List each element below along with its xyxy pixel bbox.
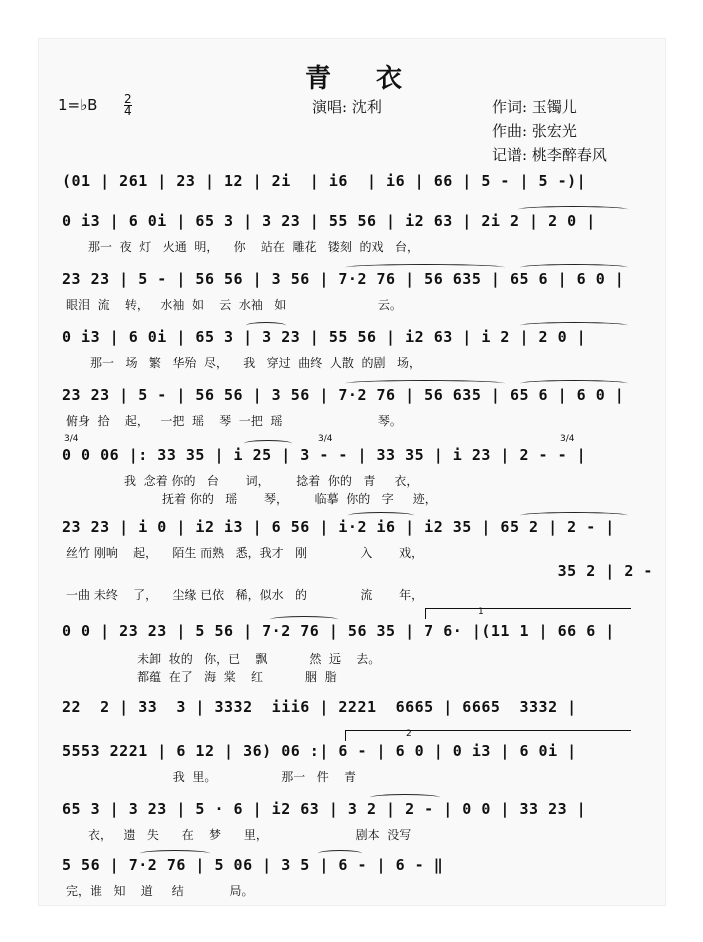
lyric-line: 完，谁 知 道 结 局。 — [66, 884, 254, 898]
transcriber-credit: 记谱: 桃李醉春风 — [492, 146, 607, 164]
score-row — [0, 856, 703, 882]
slur — [318, 850, 362, 857]
score-row — [0, 386, 703, 412]
notation-line: 5553 2221 | 6 12 | 36) 06 :| 6 - | 6 0 | 0 i3 | 6 0i | — [62, 742, 577, 760]
slur — [345, 264, 505, 271]
score-row — [0, 212, 703, 238]
lyric-line: 丝竹 刚响 起， 陌生 而熟 悉，我才 刚 入 戏， — [66, 546, 424, 560]
lyric-line: 那一 夜 灯 火通 明， 你 站在 雕花 镂刻 的戏 台， — [88, 240, 419, 254]
slur — [518, 206, 628, 213]
meter-change: 3/4 — [318, 434, 333, 444]
score-row — [0, 172, 703, 198]
lyric-line: 俯身 拾 起， 一把 瑶 琴 一把 瑶 琴。 — [66, 414, 402, 428]
song-title: 青 衣 — [305, 64, 421, 94]
score-row — [0, 800, 703, 826]
lyric-line: 我 念着 你的 台 词， 捻着 你的 青 衣， — [124, 474, 419, 488]
volta-number: 2 — [406, 729, 412, 739]
volta-bracket-1 — [425, 608, 631, 619]
slur — [246, 322, 286, 329]
slur — [370, 794, 440, 801]
score-row — [0, 270, 703, 296]
slur — [270, 616, 338, 623]
score-row — [0, 328, 703, 354]
slur — [244, 440, 292, 447]
volta-number: 1 — [478, 607, 484, 617]
notation-line: 35 2 | 2 - — [62, 562, 663, 580]
lyric-line: 衣， 遗 失 在 梦 里， 剧本 没写 — [88, 828, 412, 842]
slur — [520, 322, 628, 329]
score-row — [0, 562, 703, 588]
volta-bracket-2 — [345, 730, 631, 741]
lyric-line: 一曲 未终 了， 尘缘 已依 稀，似水 的 流 年， — [66, 588, 424, 602]
lyric-line: 我 里。 那一 件 青 — [66, 770, 356, 784]
notation-line: 0 0 06 |: 33 35 | i 25 | 3 - - | 33 35 | i 23 | 2 - - | — [62, 446, 587, 464]
score-row — [0, 698, 703, 724]
notation-line: 23 23 | 5 - | 56 56 | 3 56 | 7·2 76 | 56 635 | 65 6 | 6 0 | — [62, 386, 625, 404]
notation-line: 0 i3 | 6 0i | 65 3 | 3 23 | 55 56 | i2 63 | i 2 | 2 0 | — [62, 328, 587, 346]
slur — [140, 850, 210, 857]
lyric-line: 抚着 你的 瑶 琴， 临摹 你的 字 迹， — [162, 492, 437, 506]
time-bottom: 4 — [124, 104, 132, 118]
key-signature: 1=♭B — [58, 96, 98, 114]
lyric-line: 都蕴 在了 海 棠 红 胭 脂 — [118, 670, 337, 684]
meter-change: 3/4 — [560, 434, 575, 444]
slur — [520, 380, 628, 387]
notation-line: 0 i3 | 6 0i | 65 3 | 3 23 | 55 56 | i2 63 | 2i 2 | 2 0 | — [62, 212, 596, 230]
lyricist-credit: 作词: 玉镯儿 — [492, 98, 577, 116]
notation-line: 0 0 | 23 23 | 5 56 | 7·2 76 | 56 35 | 7 6· |(11 1 | 66 6 | — [62, 622, 615, 640]
composer-credit: 作曲: 张宏光 — [492, 122, 577, 140]
notation-line: (01 | 261 | 23 | 12 | 2i | i6 | i6 | 66 | 5 - | 5 -)| — [62, 172, 587, 190]
notation-line: 23 23 | 5 - | 56 56 | 3 56 | 7·2 76 | 56 635 | 65 6 | 6 0 | — [62, 270, 625, 288]
slur — [520, 512, 628, 519]
notation-line: 23 23 | i 0 | i2 i3 | 6 56 | i·2 i6 | i2 35 | 65 2 | 2 - | — [62, 518, 615, 536]
lyric-line: 未卸 妆的 你，已 飘 然 远 去。 — [118, 652, 381, 666]
slur — [348, 512, 414, 519]
score-row — [0, 446, 703, 472]
notation-line: 22 2 | 33 3 | 3332 iii6 | 2221 6665 | 6665 3332 | — [62, 698, 577, 716]
slur — [345, 380, 505, 387]
time-signature — [124, 94, 132, 117]
notation-line: 5 56 | 7·2 76 | 5 06 | 3 5 | 6 - | 6 - ‖ — [62, 856, 444, 874]
lyric-line: 眼泪 流 转， 水袖 如 云 水袖 如 云。 — [66, 298, 402, 312]
score-row — [0, 622, 703, 648]
notation-line: 65 3 | 3 23 | 5 · 6 | i2 63 | 3 2 | 2 - | 0 0 | 33 23 | — [62, 800, 587, 818]
lyric-line: 那一 场 繁 华殆 尽， 我 穿过 曲终 人散 的剧 场， — [90, 356, 421, 370]
singer-credit: 演唱: 沈利 — [312, 98, 382, 116]
score-row — [0, 742, 703, 768]
time-top: 2 — [124, 92, 132, 106]
score-row — [0, 518, 703, 544]
slur — [520, 264, 628, 271]
meter-change: 3/4 — [64, 434, 79, 444]
